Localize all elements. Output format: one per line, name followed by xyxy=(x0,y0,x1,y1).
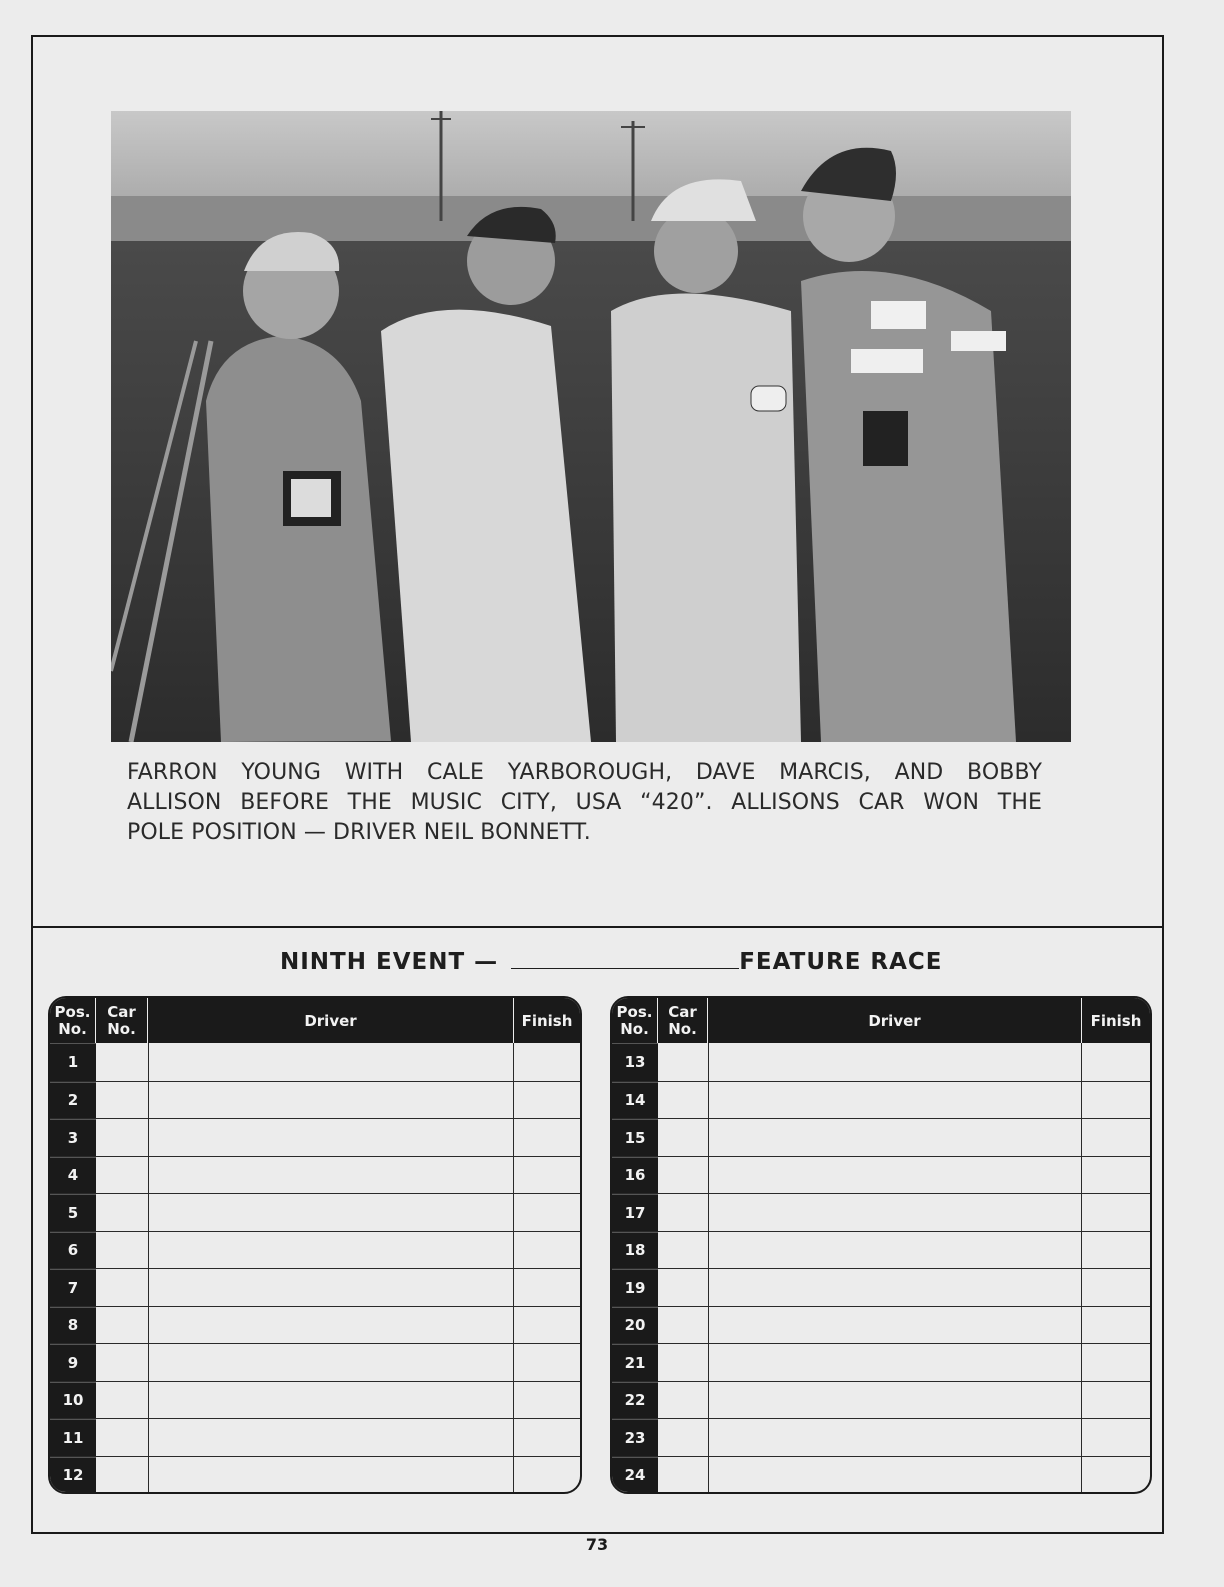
event-heading xyxy=(280,948,943,975)
driver-name-cell[interactable] xyxy=(709,1307,1082,1344)
driver-name-cell[interactable] xyxy=(149,1269,514,1306)
grid-row xyxy=(612,1418,1150,1456)
car-number-cell[interactable] xyxy=(658,1419,709,1456)
car-number-cell[interactable] xyxy=(658,1043,709,1081)
driver-name-cell[interactable] xyxy=(709,1043,1082,1081)
driver-name-cell[interactable] xyxy=(149,1419,514,1456)
photo-caption xyxy=(127,758,1042,848)
driver-name-cell[interactable] xyxy=(709,1419,1082,1456)
car-number-cell[interactable] xyxy=(96,1157,149,1194)
driver-name-cell[interactable] xyxy=(149,1307,514,1344)
car-number-cell[interactable] xyxy=(96,1307,149,1344)
grid-row xyxy=(50,1156,580,1194)
pos-header: Pos. No. xyxy=(50,998,96,1043)
grid-row xyxy=(50,1343,580,1381)
finish-cell[interactable] xyxy=(1082,1457,1150,1494)
grid-row xyxy=(50,1456,580,1494)
driver-name-cell[interactable] xyxy=(149,1043,514,1081)
driver-name-cell[interactable] xyxy=(149,1194,514,1231)
grid-rows xyxy=(612,1043,1150,1493)
grid-row xyxy=(50,1081,580,1119)
finish-header: Finish xyxy=(1090,1011,1142,1030)
position-number: 21 xyxy=(612,1344,658,1381)
position-number: 6 xyxy=(50,1232,96,1269)
driver-name-cell[interactable] xyxy=(709,1157,1082,1194)
position-number: 1 xyxy=(50,1043,96,1081)
grid-row xyxy=(612,1081,1150,1119)
grid-row xyxy=(612,1156,1150,1194)
event-title-left: NINTH EVENT — xyxy=(280,949,499,975)
grid-header xyxy=(612,998,1150,1043)
car-number-cell[interactable] xyxy=(96,1082,149,1119)
race-drivers-photo xyxy=(111,111,1071,742)
position-number: 12 xyxy=(50,1457,96,1494)
starting-grid-left xyxy=(48,996,582,1494)
grid-row xyxy=(612,1268,1150,1306)
caption-line-3: POLE POSITION — DRIVER NEIL BONNETT. xyxy=(127,820,591,845)
car-number-cell[interactable] xyxy=(96,1419,149,1456)
finish-cell[interactable] xyxy=(514,1043,580,1081)
car-number-cell[interactable] xyxy=(96,1232,149,1269)
car-header: Car No. xyxy=(658,998,708,1043)
car-number-cell[interactable] xyxy=(658,1157,709,1194)
grid-row xyxy=(612,1193,1150,1231)
grid-row xyxy=(50,1268,580,1306)
driver-header: Driver xyxy=(708,998,1082,1043)
car-number-cell[interactable] xyxy=(658,1382,709,1419)
finish-cell[interactable] xyxy=(1082,1119,1150,1156)
position-number: 17 xyxy=(612,1194,658,1231)
car-number-cell[interactable] xyxy=(658,1457,709,1494)
driver-name-cell[interactable] xyxy=(149,1344,514,1381)
photo-four-drivers-icon xyxy=(111,111,1071,742)
finish-cell[interactable] xyxy=(514,1307,580,1344)
grid-row xyxy=(612,1043,1150,1081)
car-number-cell[interactable] xyxy=(658,1232,709,1269)
driver-header: Driver xyxy=(148,998,514,1043)
grid-row xyxy=(612,1306,1150,1344)
grid-rows xyxy=(50,1043,580,1493)
position-number: 15 xyxy=(612,1119,658,1156)
driver-name-cell[interactable] xyxy=(149,1082,514,1119)
position-number: 18 xyxy=(612,1232,658,1269)
finish-cell[interactable] xyxy=(1082,1269,1150,1306)
caption-line-2: ALLISON BEFORE THE MUSIC CITY, USA “420”. ALLISONS CAR WON THE xyxy=(127,790,1042,815)
driver-name-cell[interactable] xyxy=(709,1232,1082,1269)
car-number-cell[interactable] xyxy=(96,1043,149,1081)
driver-name-cell[interactable] xyxy=(149,1119,514,1156)
finish-cell[interactable] xyxy=(1082,1194,1150,1231)
position-number: 4 xyxy=(50,1157,96,1194)
driver-name-cell[interactable] xyxy=(709,1269,1082,1306)
finish-cell[interactable] xyxy=(514,1119,580,1156)
finish-cell[interactable] xyxy=(514,1232,580,1269)
grid-row xyxy=(50,1118,580,1156)
finish-cell[interactable] xyxy=(514,1194,580,1231)
position-number: 10 xyxy=(50,1382,96,1419)
driver-name-cell[interactable] xyxy=(709,1344,1082,1381)
car-number-cell[interactable] xyxy=(96,1194,149,1231)
position-number: 11 xyxy=(50,1419,96,1456)
position-number: 19 xyxy=(612,1269,658,1306)
finish-cell[interactable] xyxy=(1082,1382,1150,1419)
position-number: 8 xyxy=(50,1307,96,1344)
section-divider xyxy=(31,926,1164,928)
position-number: 24 xyxy=(612,1457,658,1494)
starting-grid-right xyxy=(610,996,1152,1494)
grid-row xyxy=(50,1418,580,1456)
grid-row xyxy=(50,1231,580,1269)
position-number: 13 xyxy=(612,1043,658,1081)
finish-cell[interactable] xyxy=(514,1419,580,1456)
grid-row xyxy=(612,1381,1150,1419)
driver-name-cell[interactable] xyxy=(709,1119,1082,1156)
finish-cell[interactable] xyxy=(514,1457,580,1494)
finish-cell[interactable] xyxy=(514,1157,580,1194)
finish-cell[interactable] xyxy=(1082,1307,1150,1344)
grid-row xyxy=(50,1381,580,1419)
finish-cell[interactable] xyxy=(1082,1232,1150,1269)
driver-name-cell[interactable] xyxy=(149,1157,514,1194)
driver-name-cell[interactable] xyxy=(149,1457,514,1494)
grid-header xyxy=(50,998,580,1043)
finish-cell[interactable] xyxy=(514,1269,580,1306)
car-number-cell[interactable] xyxy=(96,1344,149,1381)
car-header: Car No. xyxy=(96,998,148,1043)
finish-cell[interactable] xyxy=(514,1382,580,1419)
grid-row xyxy=(50,1043,580,1081)
grid-row xyxy=(50,1193,580,1231)
grid-row xyxy=(50,1306,580,1344)
car-number-cell[interactable] xyxy=(658,1194,709,1231)
finish-header: Finish xyxy=(521,1011,573,1030)
car-number-cell[interactable] xyxy=(96,1269,149,1306)
event-title-right: FEATURE RACE xyxy=(739,949,943,975)
finish-cell[interactable] xyxy=(1082,1419,1150,1456)
finish-cell[interactable] xyxy=(1082,1157,1150,1194)
position-number: 20 xyxy=(612,1307,658,1344)
car-number-cell[interactable] xyxy=(96,1119,149,1156)
driver-name-cell[interactable] xyxy=(709,1082,1082,1119)
grid-row xyxy=(612,1118,1150,1156)
driver-name-cell[interactable] xyxy=(709,1382,1082,1419)
caption-line-1: FARRON YOUNG WITH CALE YARBOROUGH, DAVE MARCIS, AND BOBBY xyxy=(127,760,1042,785)
driver-name-cell[interactable] xyxy=(709,1194,1082,1231)
finish-cell[interactable] xyxy=(514,1082,580,1119)
event-name-blank-line[interactable] xyxy=(511,948,739,969)
car-number-cell[interactable] xyxy=(658,1344,709,1381)
position-number: 16 xyxy=(612,1157,658,1194)
finish-cell[interactable] xyxy=(514,1344,580,1381)
position-number: 23 xyxy=(612,1419,658,1456)
position-number: 2 xyxy=(50,1082,96,1119)
pos-header: Pos. No. xyxy=(612,998,658,1043)
position-number: 3 xyxy=(50,1119,96,1156)
position-number: 7 xyxy=(50,1269,96,1306)
grid-row xyxy=(612,1456,1150,1494)
position-number: 9 xyxy=(50,1344,96,1381)
grid-row xyxy=(612,1343,1150,1381)
position-number: 14 xyxy=(612,1082,658,1119)
driver-name-cell[interactable] xyxy=(149,1382,514,1419)
finish-cell[interactable] xyxy=(1082,1344,1150,1381)
finish-cell[interactable] xyxy=(1082,1082,1150,1119)
page-number: 73 xyxy=(585,1535,609,1554)
car-number-cell[interactable] xyxy=(658,1119,709,1156)
car-number-cell[interactable] xyxy=(96,1457,149,1494)
position-number: 22 xyxy=(612,1382,658,1419)
finish-cell[interactable] xyxy=(1082,1043,1150,1081)
car-number-cell[interactable] xyxy=(658,1269,709,1306)
car-number-cell[interactable] xyxy=(96,1382,149,1419)
car-number-cell[interactable] xyxy=(658,1307,709,1344)
position-number: 5 xyxy=(50,1194,96,1231)
grid-row xyxy=(612,1231,1150,1269)
driver-name-cell[interactable] xyxy=(149,1232,514,1269)
car-number-cell[interactable] xyxy=(658,1082,709,1119)
driver-name-cell[interactable] xyxy=(709,1457,1082,1494)
